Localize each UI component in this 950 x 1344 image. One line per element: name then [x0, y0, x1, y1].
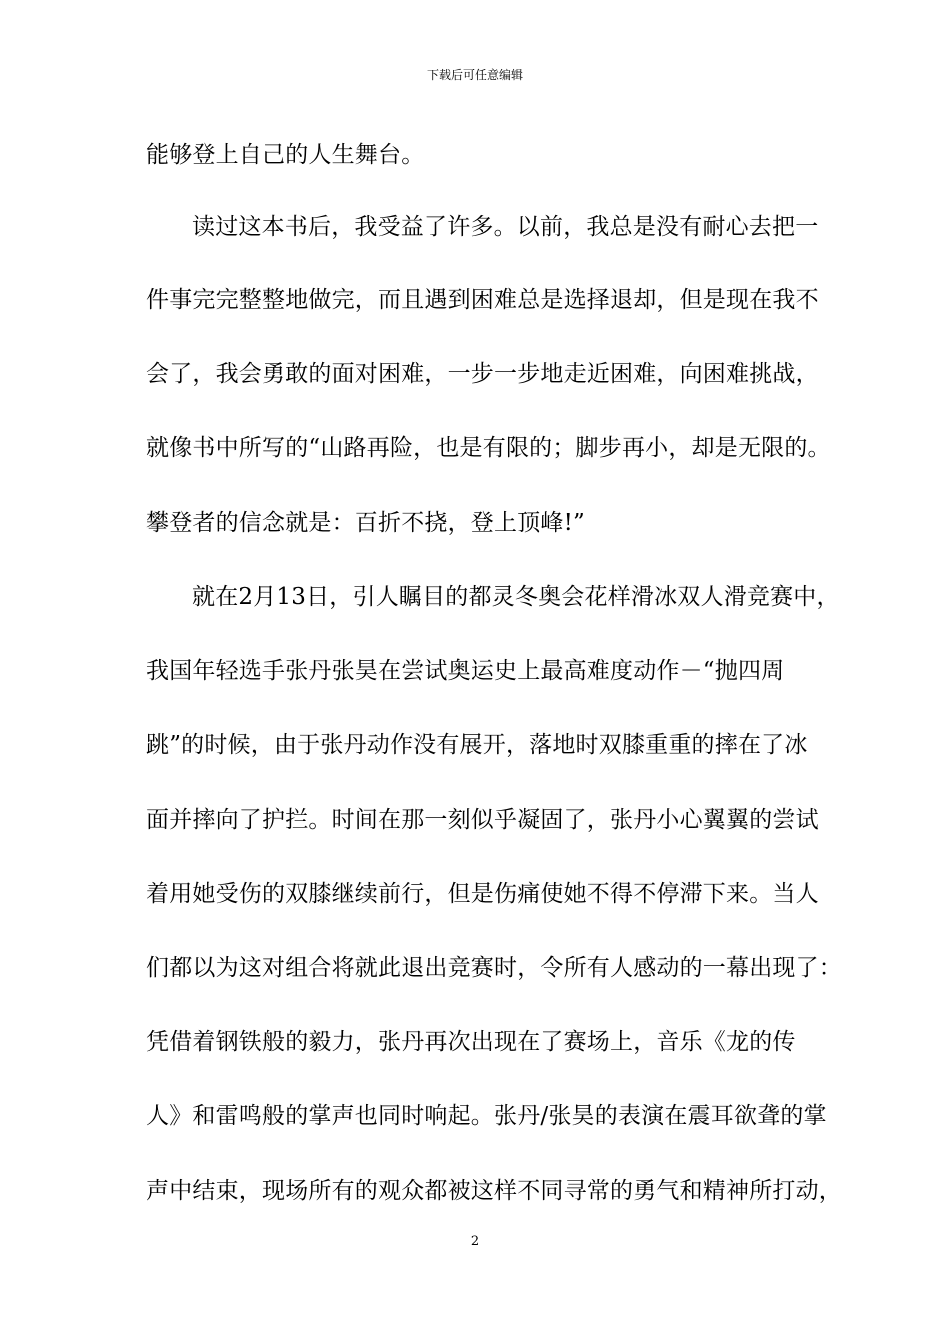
- body-line: 人》和雷鸣般的掌声也同时响起。张丹/张昊的表演在震耳欲聋的掌: [146, 1103, 827, 1129]
- body-line: 攀登者的信念就是：百折不挠，登上顶峰!”: [146, 510, 586, 536]
- body-line: 凭借着钢铁般的毅力，张丹再次出现在了赛场上，音乐《龙的传: [146, 1029, 796, 1055]
- body-line: 就像书中所写的“山路再险，也是有限的；脚步再小，却是无限的。: [146, 435, 831, 461]
- body-line: 会了，我会勇敢的面对困难，一步一步地走近困难，向困难挑战，: [146, 361, 819, 387]
- body-line: 面并摔向了护拦。时间在那一刻似乎凝固了，张丹小心翼翼的尝试: [146, 807, 819, 833]
- body-line: 跳”的时候，由于张丹动作没有展开，落地时双膝重重的摔在了冰: [146, 732, 808, 758]
- body-line: 读过这本书后，我受益了许多。以前，我总是没有耐心去把一: [192, 214, 819, 240]
- body-line: 我国年轻选手张丹张昊在尝试奥运史上最高难度动作－“抛四周: [146, 658, 785, 684]
- body-line: 能够登上自己的人生舞台。: [146, 142, 425, 168]
- body-line: 件事完完整整地做完，而且遇到困难总是选择退却，但是现在我不: [146, 287, 819, 313]
- page-header: 下载后可任意编辑: [426, 68, 523, 82]
- body-line: 声中结束，现场所有的观众都被这样不同寻常的勇气和精神所打动，: [146, 1178, 842, 1204]
- body-line: 就在2月13日，引人瞩目的都灵冬奥会花样滑冰双人滑竞赛中，: [192, 584, 840, 610]
- body-line: 们都以为这对组合将就此退出竞赛时，令所有人感动的一幕出现了：: [146, 955, 842, 981]
- page-number: 2: [470, 1234, 480, 1249]
- body-line: 着用她受伤的双膝继续前行，但是伤痛使她不得不停滞下来。当人: [146, 881, 819, 907]
